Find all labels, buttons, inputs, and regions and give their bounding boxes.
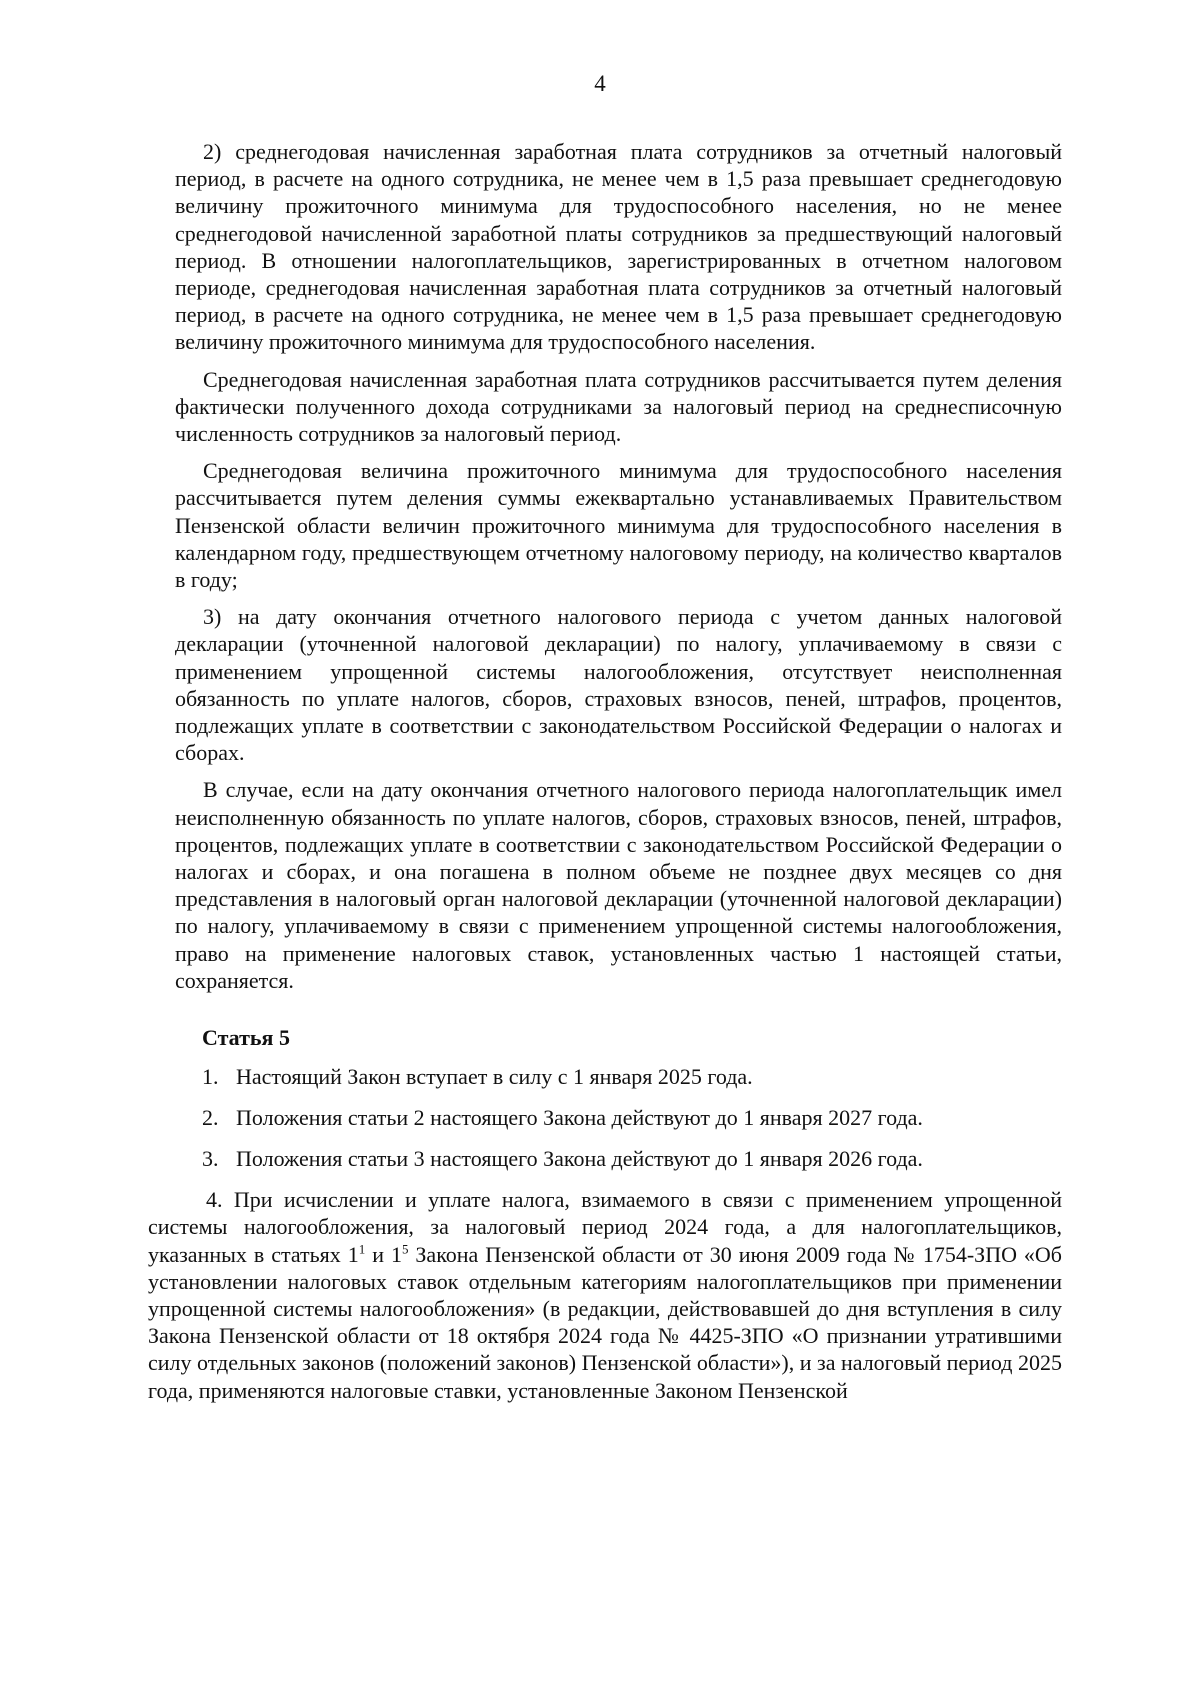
paragraph-clause-4 [148, 1186, 1062, 1404]
list-item-number: 2. [202, 1105, 219, 1131]
page-number: 4 [594, 71, 606, 96]
list-item-number: 1. [202, 1064, 219, 1090]
list-item-text: Положения статьи 3 настоящего Закона действуют до 1 января 2026 года. [236, 1146, 923, 1172]
list-item-text: Положения статьи 2 настоящего Закона действуют до 1 января 2027 года. [236, 1105, 923, 1131]
document-body [0, 138, 1200, 1414]
list-item [202, 1145, 1200, 1172]
superscript-5: 5 [401, 1241, 409, 1257]
paragraph-subsistence-minimum: Среднегодовая величина прожиточного минимума для трудоспособного населения рассчитывается путем деления суммы ежеквартально устанавливаемых Правительством Пензенской области величин прожиточного минимума для трудоспособного населения в календарном году, предшествующем отчетному налоговому периоду, на количество кварталов в году; [175, 458, 1062, 593]
clause-4-text-part3: Закона Пензенской области от 30 июня 2009 года № 1754-ЗПО «Об установлении налоговых ставок отдельным категориям налогоплательщиков при применении упрощенной системы налогообложения» (в редакции, действовавшей до дня вступления в силу Закона Пензенской области от 18 октября 2024 года № 4425-ЗПО «О признании утратившими силу отдельных законов (положений законов) Пензенской области»), и за налоговый период 2025 года, применяются налоговые ставки, установленные Законом Пензенской [148, 1241, 1062, 1403]
list-item-number: 3. [202, 1146, 219, 1172]
paragraph-clause-2: 2) среднегодовая начисленная заработная плата сотрудников за отчетный налоговый период, в расчете на одного сотрудника, не менее чем в 1,5 раза превышает среднегодовую величину прожиточного минимума для трудоспособного населения, но не менее среднегодовой начисленной заработной платы сотрудников за предшествующий налоговый период. В отношении налогоплательщиков, зарегистрированных в отчетном налоговом периоде, среднегодовая начисленная заработная плата сотрудников за отчетный налоговый период, в расчете на одного сотрудника, не менее чем в 1,5 раза превышает среднегодовую величину прожиточного минимума для трудоспособного населения. [175, 139, 1062, 355]
paragraph-debt-case: В случае, если на дату окончания отчетного налогового периода налогоплательщик имел неисполненную обязанность по уплате налогов, сборов, страховых взносов, пеней, штрафов, процентов, подлежащих уплате в соответствии с законодательством Российской Федерации о налогах и сборах, и она погашена в полном объеме не позднее двух месяцев со дня представления в налоговый орган налоговой декларации (уточненной налоговой декларации) по налогу, уплачиваемому в связи с применением упрощенной системы налогообложения, право на применение налоговых ставок, установленных частью 1 настоящей статьи, сохраняется. [175, 777, 1062, 993]
paragraph-average-salary: Среднегодовая начисленная заработная плата сотрудников рассчитывается путем деления фактически полученного дохода сотрудниками за налоговый период на среднесписочную численность сотрудников за налоговый период. [175, 366, 1062, 447]
list-item-text: Настоящий Закон вступает в силу с 1 января 2025 года. [236, 1064, 753, 1090]
clause-4-text-part2: и 1 [365, 1241, 402, 1267]
list-item [202, 1104, 1200, 1131]
list-item [202, 1063, 1200, 1090]
article-heading: Статья 5 [202, 1025, 290, 1051]
paragraph-clause-3: 3) на дату окончания отчетного налогового периода с учетом данных налоговой декларации (уточненной налоговой декларации) по налогу, уплачиваемому в связи с применением упрощенной системы налогообложения, отсутствует неисполненная обязанность по уплате налогов, сборов, страховых взносов, пеней, штрафов, процентов, подлежащих уплате в соответствии с законодательством Российской Федерации о налогах и сборах. [175, 604, 1062, 766]
superscript-1: 1 [358, 1241, 366, 1257]
clause-4-text-part1: 4. При исчислении и уплате налога, взимаемого в связи с применением упрощенной системы налогообложения, за налоговый период 2024 года, а для налогоплательщиков, указанных в статьях 1 [148, 1187, 1062, 1267]
